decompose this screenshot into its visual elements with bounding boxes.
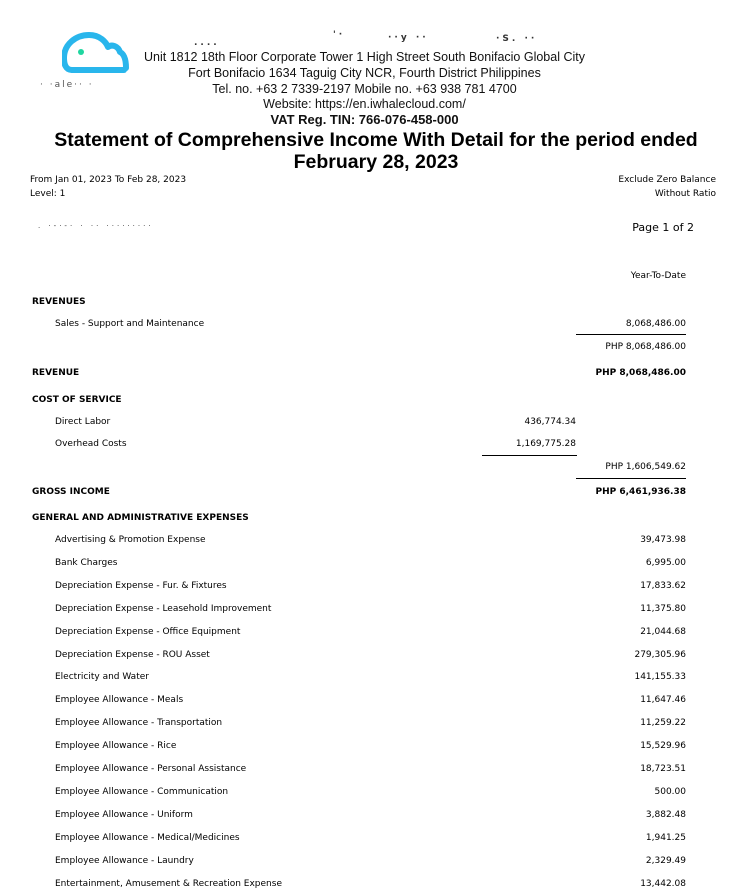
line-item-amount: 1,941.25: [645, 833, 686, 843]
line-item-label: Employee Allowance - Uniform: [55, 810, 193, 820]
line-item-label: Employee Allowance - Rice: [55, 741, 177, 751]
line-item-label: Depreciation Expense - ROU Asset: [55, 650, 210, 660]
subtotal-rule: [576, 334, 686, 335]
cost-of-service-subtotal: PHP 1,606,549.62: [605, 462, 686, 472]
line-item-label: Overhead Costs: [55, 439, 127, 449]
line-item-amount: 11,375.80: [640, 604, 686, 614]
line-item-amount: 21,044.68: [640, 627, 686, 637]
line-item-label: Employee Allowance - Meals: [55, 695, 184, 705]
gross-income-amount: PHP 6,461,936.38: [595, 487, 686, 497]
column-header-ytd: Year-To-Date: [630, 271, 686, 281]
line-item-label: Depreciation Expense - Fur. & Fixtures: [55, 581, 227, 591]
line-item-amount: 8,068,486.00: [625, 319, 686, 329]
subtotal-rule: [482, 455, 577, 456]
report-option-exclude-zero: Exclude Zero Balance: [618, 175, 716, 185]
subtotal-rule: [576, 478, 686, 479]
line-item-amount: 13,442.08: [640, 879, 686, 889]
report-title-line-1: Statement of Comprehensive Income With Detail for the period ended: [54, 129, 698, 151]
line-item-amount: 11,647.46: [640, 695, 686, 705]
revenues-subtotal: PHP 8,068,486.00: [605, 342, 686, 352]
page-indicator: Page 1 of 2: [632, 221, 694, 234]
report-level: Level: 1: [30, 189, 66, 199]
company-name-fragment: ....: [194, 38, 220, 48]
line-item-label: Depreciation Expense - Leasehold Improvement: [55, 604, 272, 614]
line-item-label: Employee Allowance - Medical/Medicines: [55, 833, 240, 843]
line-item-label: Direct Labor: [55, 417, 111, 427]
line-item-label: Employee Allowance - Communication: [55, 787, 229, 797]
logo-caption: · ·ale·· ·: [40, 80, 94, 90]
section-heading-cost-of-service: COST OF SERVICE: [32, 395, 122, 405]
line-item-amount: 3,882.48: [645, 810, 686, 820]
line-item-amount: 6,995.00: [645, 558, 686, 568]
company-name-fragment: ··y ··: [388, 33, 429, 43]
line-item-label: Electricity and Water: [55, 672, 149, 682]
company-name-fragment: ·S. ··: [496, 34, 538, 44]
line-item-label: Employee Allowance - Personal Assistance: [55, 764, 247, 774]
total-label-revenue: REVENUE: [32, 368, 80, 378]
line-item-amount: 500.00: [654, 787, 686, 797]
section-heading-ga-expenses: GENERAL AND ADMINISTRATIVE EXPENSES: [32, 513, 249, 523]
line-item-amount: 1,169,775.28: [515, 439, 576, 449]
report-title-line-2: February 28, 2023: [293, 151, 459, 173]
line-item-label: Employee Allowance - Transportation: [55, 718, 223, 728]
redacted-line: . ·-·-· · ·· ·········: [38, 222, 154, 230]
line-item-amount: 2,329.49: [645, 856, 686, 866]
company-address-line-2: Fort Bonifacio 1634 Taguig City NCR, Fourth District Philippines: [188, 66, 541, 80]
line-item-amount: 39,473.98: [640, 535, 686, 545]
company-address-line-1: Unit 1812 18th Floor Corporate Tower 1 High Street South Bonifacio Global City: [144, 50, 585, 64]
company-tin: VAT Reg. TIN: 766-076-458-000: [270, 112, 459, 127]
line-item-label: Sales - Support and Maintenance: [55, 319, 205, 329]
line-item-amount: 436,774.34: [524, 417, 576, 427]
line-item-amount: 279,305.96: [634, 650, 686, 660]
line-item-label: Bank Charges: [55, 558, 118, 568]
company-name-fragment: '·: [333, 30, 346, 40]
company-contact: Tel. no. +63 2 7339-2197 Mobile no. +63 938 781 4700: [212, 82, 517, 96]
total-label-gross-income: GROSS INCOME: [32, 487, 110, 497]
report-date-range: From Jan 01, 2023 To Feb 28, 2023: [30, 175, 187, 185]
line-item-amount: 18,723.51: [640, 764, 686, 774]
line-item-label: Advertising & Promotion Expense: [55, 535, 206, 545]
line-item-label: Entertainment, Amusement & Recreation Expense: [55, 879, 282, 889]
line-item-amount: 15,529.96: [640, 741, 686, 751]
line-item-amount: 17,833.62: [640, 581, 686, 591]
report-option-ratio: Without Ratio: [654, 189, 716, 199]
section-heading-revenues: REVENUES: [32, 297, 86, 307]
line-item-amount: 11,259.22: [640, 718, 686, 728]
company-website: Website: https://en.iwhalecloud.com/: [263, 97, 466, 111]
line-item-label: Employee Allowance - Laundry: [55, 856, 194, 866]
line-item-label: Depreciation Expense - Office Equipment: [55, 627, 241, 637]
total-revenue: PHP 8,068,486.00: [595, 368, 686, 378]
line-item-amount: 141,155.33: [634, 672, 686, 682]
